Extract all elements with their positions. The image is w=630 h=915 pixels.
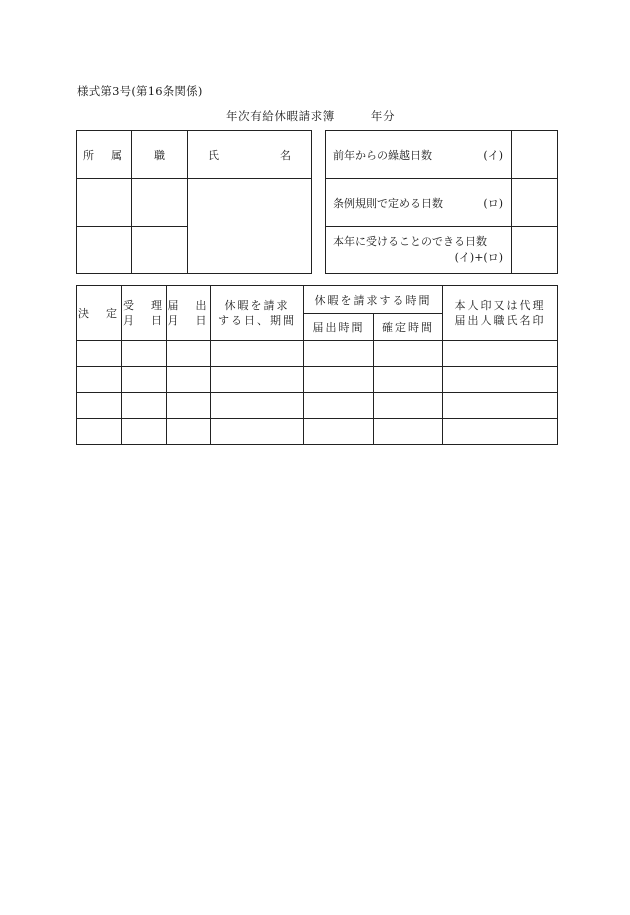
- header-name-given: 名: [280, 148, 291, 162]
- page-title: [226, 108, 395, 124]
- table-row: [77, 341, 558, 367]
- title-text: 年次有給休暇請求簿: [226, 109, 335, 123]
- header-leave-hours: 休暇を請求する時間: [304, 286, 443, 314]
- table-cell[interactable]: [77, 393, 122, 419]
- header-hours-confirmed: 確定時間: [374, 314, 443, 341]
- available-days-value[interactable]: [512, 227, 558, 274]
- regulation-days-value[interactable]: [512, 179, 558, 227]
- carryover-label: 前年からの繰越日数 (イ): [326, 131, 512, 179]
- table-cell[interactable]: [77, 419, 122, 445]
- table-row: [77, 393, 558, 419]
- affiliation-table: [76, 130, 312, 274]
- table-cell[interactable]: [443, 341, 558, 367]
- header-leave-period: 休暇を請求 する日、期間: [211, 286, 304, 341]
- request-table: [76, 285, 558, 445]
- position-cell-2[interactable]: [132, 227, 188, 274]
- table-cell[interactable]: [443, 419, 558, 445]
- header-position: 職: [132, 131, 188, 179]
- header-affiliation: 所 属: [77, 131, 132, 179]
- header-name-family: 氏: [208, 148, 219, 162]
- table-row: [77, 367, 558, 393]
- carryover-code: (イ): [483, 148, 503, 162]
- available-days-label: 本年に受けることのできる日数 (イ)+(ロ): [326, 227, 512, 274]
- table-cell[interactable]: [211, 367, 304, 393]
- table-cell[interactable]: [211, 341, 304, 367]
- days-table: [325, 130, 558, 274]
- regulation-days-code: (ロ): [483, 196, 503, 210]
- table-cell[interactable]: [211, 419, 304, 445]
- header-hours-submitted: 届出時間: [304, 314, 374, 341]
- table-cell[interactable]: [374, 341, 443, 367]
- table-cell[interactable]: [77, 341, 122, 367]
- table-cell[interactable]: [122, 419, 167, 445]
- table-cell[interactable]: [304, 393, 374, 419]
- table-cell[interactable]: [304, 419, 374, 445]
- affiliation-cell-2[interactable]: [77, 227, 132, 274]
- header-received-date: 受 理 月 日: [122, 286, 167, 341]
- table-cell[interactable]: [122, 393, 167, 419]
- table-cell[interactable]: [304, 341, 374, 367]
- table-cell[interactable]: [77, 367, 122, 393]
- table-cell[interactable]: [167, 341, 211, 367]
- title-year-unit: 年分: [370, 109, 396, 123]
- table-row: [77, 419, 558, 445]
- table-cell[interactable]: [304, 367, 374, 393]
- table-cell[interactable]: [374, 419, 443, 445]
- regulation-days-label: 条例規則で定める日数 (ロ): [326, 179, 512, 227]
- table-cell[interactable]: [122, 367, 167, 393]
- form-number: 様式第3号(第16条関係): [77, 84, 203, 98]
- table-cell[interactable]: [374, 367, 443, 393]
- table-cell[interactable]: [167, 393, 211, 419]
- header-decision: 決 定: [77, 286, 122, 341]
- header-submitted-date: 届 出 月 日: [167, 286, 211, 341]
- header-name: [188, 131, 312, 179]
- table-cell[interactable]: [211, 393, 304, 419]
- table-cell[interactable]: [122, 341, 167, 367]
- table-cell[interactable]: [443, 367, 558, 393]
- affiliation-cell-1[interactable]: [77, 179, 132, 227]
- header-seal: 本人印又は代理 届出人職氏名印: [443, 286, 558, 341]
- table-cell[interactable]: [374, 393, 443, 419]
- table-cell[interactable]: [167, 419, 211, 445]
- table-cell[interactable]: [443, 393, 558, 419]
- table-cell[interactable]: [167, 367, 211, 393]
- position-cell-1[interactable]: [132, 179, 188, 227]
- name-cell[interactable]: [188, 179, 312, 274]
- available-days-code: (イ)+(ロ): [454, 251, 503, 264]
- carryover-value[interactable]: [512, 131, 558, 179]
